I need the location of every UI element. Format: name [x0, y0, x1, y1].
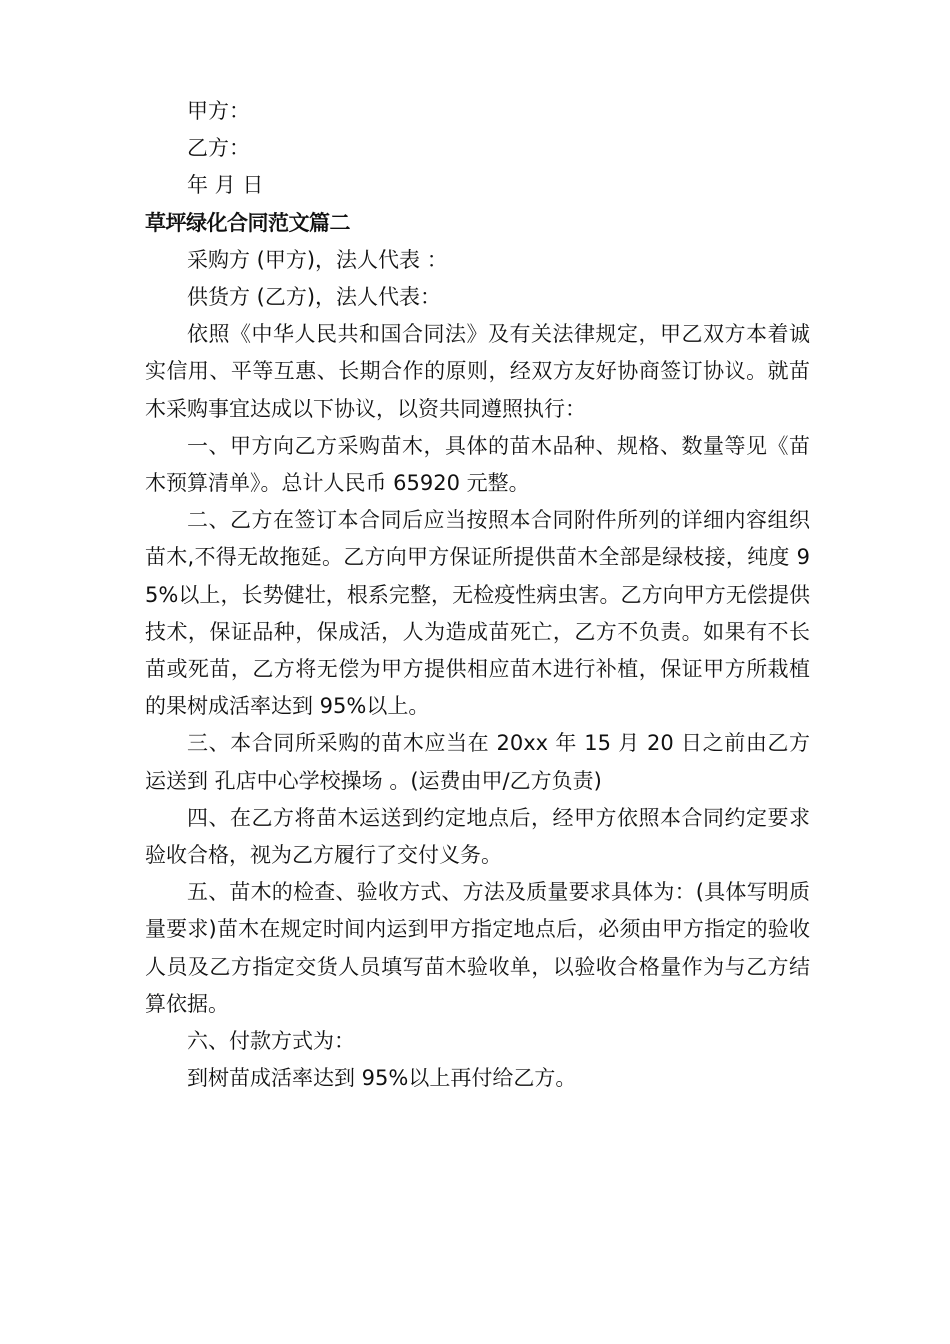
- clause-2: 二、乙方在签订本合同后应当按照本合同附件所列的详细内容组织苗木,不得无故拖延。乙方向甲方保证所提供苗木全部是绿枝接，纯度 95%以上，长势健壮，根系完整，无检疫性病虫害。乙方向甲方无偿提供技术，保证品种，保成活，人为造成苗死亡，乙方不负责。如果有不长苗或死苗，乙方将无偿为甲方提供相应苗木进行补植，保证甲方所栽植的果树成活率达到 95%以上。: [145, 508, 810, 719]
- buyer-line: 采购方 (甲方)，法人代表 ：: [187, 247, 448, 272]
- supplier-line: 供货方 (乙方)，法人代表：: [187, 285, 442, 310]
- document-body: [145, 93, 810, 1097]
- clause-5: 五、苗木的检查、验收方式、方法及质量要求具体为：(具体写明质量要求)苗木在规定时间内运到甲方指定地点后，必须由甲方指定的验收人员及乙方指定交货人员填写苗木验收单，以验收合格量作为与乙方结算依据。: [145, 880, 810, 1016]
- clause-3: 三、本合同所采购的苗木应当在 20xx 年 15 月 20 日之前由乙方运送到 孔店中心学校操场 。(运费由甲/乙方负责): [145, 731, 810, 793]
- signature-party-a: 甲方：: [187, 99, 250, 123]
- clause-4: 四、在乙方将苗木运送到约定地点后，经甲方依照本合同约定要求验收合格，视为乙方履行了交付义务。: [145, 805, 810, 868]
- payment-title: 六、付款方式为：: [187, 1029, 355, 1054]
- intro-paragraph: 依照《中华人民共和国合同法》及有关法律规定，甲乙双方本着诚实信用、平等互惠、长期合作的原则，经双方友好协商签订协议。就苗木采购事宜达成以下协议，以资共同遵照执行：: [145, 322, 810, 421]
- section-title: 草坪绿化合同范文篇二: [145, 210, 350, 235]
- clause-1: 一、甲方向乙方采购苗木，具体的苗木品种、规格、数量等见《苗木预算清单》。总计人民币 65920 元整。: [145, 433, 810, 496]
- payment-detail: 到树苗成活率达到 95%以上再付给乙方。: [187, 1066, 577, 1091]
- signature-party-b: 乙方：: [187, 136, 250, 161]
- signature-date: 年 月 日: [187, 173, 264, 198]
